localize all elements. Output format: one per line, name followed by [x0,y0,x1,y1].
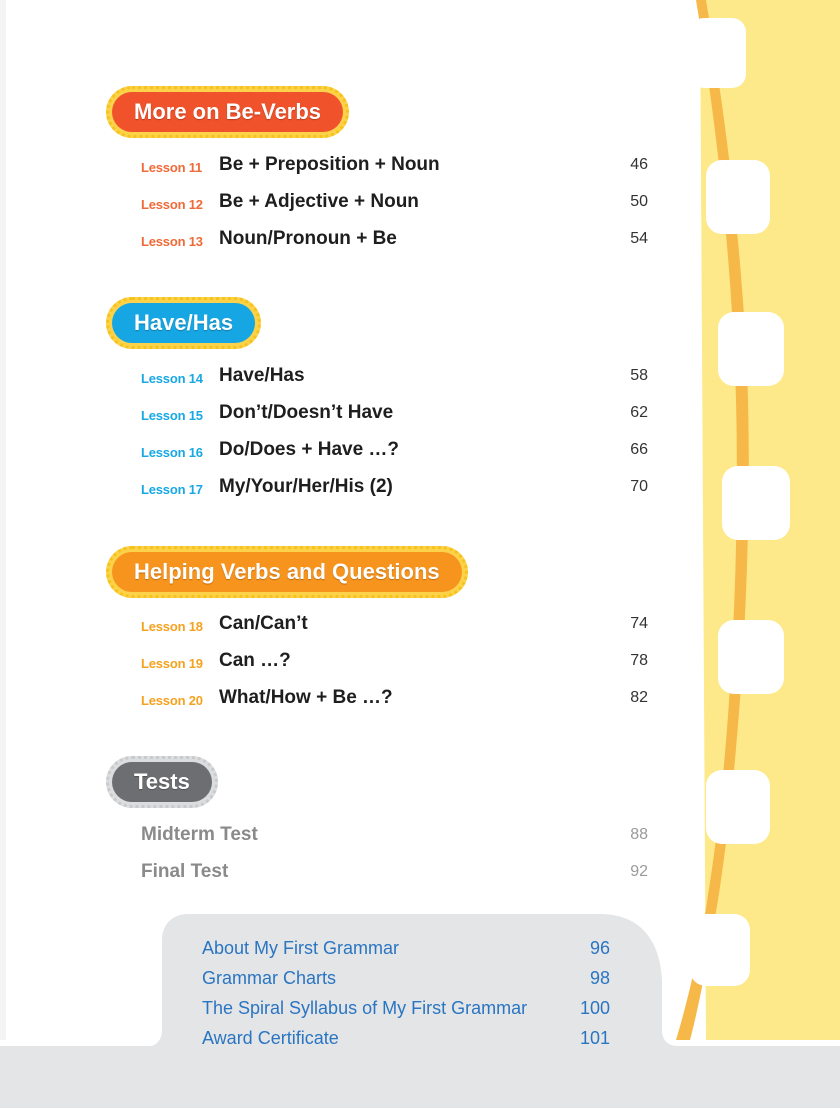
lesson-row[interactable] [0,687,840,713]
lesson-title: Do/Does + Have …? [219,439,400,460]
lesson-page-number: 74 [630,615,648,632]
lesson-page-number: 46 [630,156,648,173]
lesson-page-number: 54 [630,230,648,247]
lesson-title: What/How + Be …? [219,687,393,708]
section-badge-helping-verbs: Helping Verbs and Questions [112,552,462,592]
lesson-row[interactable] [0,191,840,217]
appendix-page-number: 96 [589,938,610,958]
appendix-row[interactable] [202,1028,622,1052]
lesson-title: Be + Preposition + Noun [219,154,440,175]
lesson-row[interactable] [0,650,840,676]
lesson-number: Lesson 14 [141,371,203,386]
lesson-page-number: 66 [630,441,648,458]
lesson-number: Lesson 18 [141,619,203,634]
lesson-page-number: 50 [630,193,648,210]
appendix-title: About My First Grammar [202,938,400,958]
appendix-title: The Spiral Syllabus of My First Grammar [202,998,528,1018]
lesson-title: Be + Adjective + Noun [219,191,419,212]
lesson-title: My/Your/Her/His (2) [219,476,393,497]
appendix-page-number: 98 [589,968,610,988]
lesson-row[interactable] [0,228,840,254]
lesson-row[interactable] [0,613,840,639]
test-page-number: 88 [630,826,648,843]
lesson-number: Lesson 13 [141,234,203,249]
test-row[interactable] [0,824,840,850]
lesson-page-number: 78 [630,652,648,669]
appendix-title: Grammar Charts [202,968,337,988]
appendix-row[interactable] [202,938,622,962]
lesson-row[interactable] [0,476,840,502]
lesson-row[interactable] [0,439,840,465]
appendix-page-number: 100 [579,998,610,1018]
lesson-page-number: 58 [630,367,648,384]
test-title: Midterm Test [141,824,258,845]
lesson-title: Noun/Pronoun + Be [219,228,397,249]
lesson-title: Don’t/Doesn’t Have [219,402,394,423]
lesson-number: Lesson 15 [141,408,203,423]
lesson-number: Lesson 16 [141,445,203,460]
test-page-number: 92 [630,863,648,880]
section-badge-tests: Tests [112,762,212,802]
lesson-number: Lesson 12 [141,197,203,212]
lesson-row[interactable] [0,154,840,180]
lesson-number: Lesson 17 [141,482,203,497]
appendix-page-number: 101 [579,1028,610,1048]
lesson-title: Can/Can’t [219,613,308,634]
lesson-title: Have/Has [219,365,305,386]
lesson-number: Lesson 11 [141,160,203,175]
lesson-page-number: 82 [630,689,648,706]
section-badge-have-has: Have/Has [112,303,255,343]
lesson-title: Can …? [219,650,291,671]
appendix-row[interactable] [202,968,622,992]
lesson-page-number: 62 [630,404,648,421]
appendix-title: Award Certificate [202,1028,339,1048]
appendix-row[interactable] [202,998,622,1022]
lesson-page-number: 70 [630,478,648,495]
lesson-number: Lesson 20 [141,693,203,708]
section-badge-more-on-be-verbs: More on Be-Verbs [112,92,343,132]
test-row[interactable] [0,861,840,887]
lesson-number: Lesson 19 [141,656,203,671]
lesson-row[interactable] [0,402,840,428]
lesson-row[interactable] [0,365,840,391]
test-title: Final Test [141,861,229,882]
